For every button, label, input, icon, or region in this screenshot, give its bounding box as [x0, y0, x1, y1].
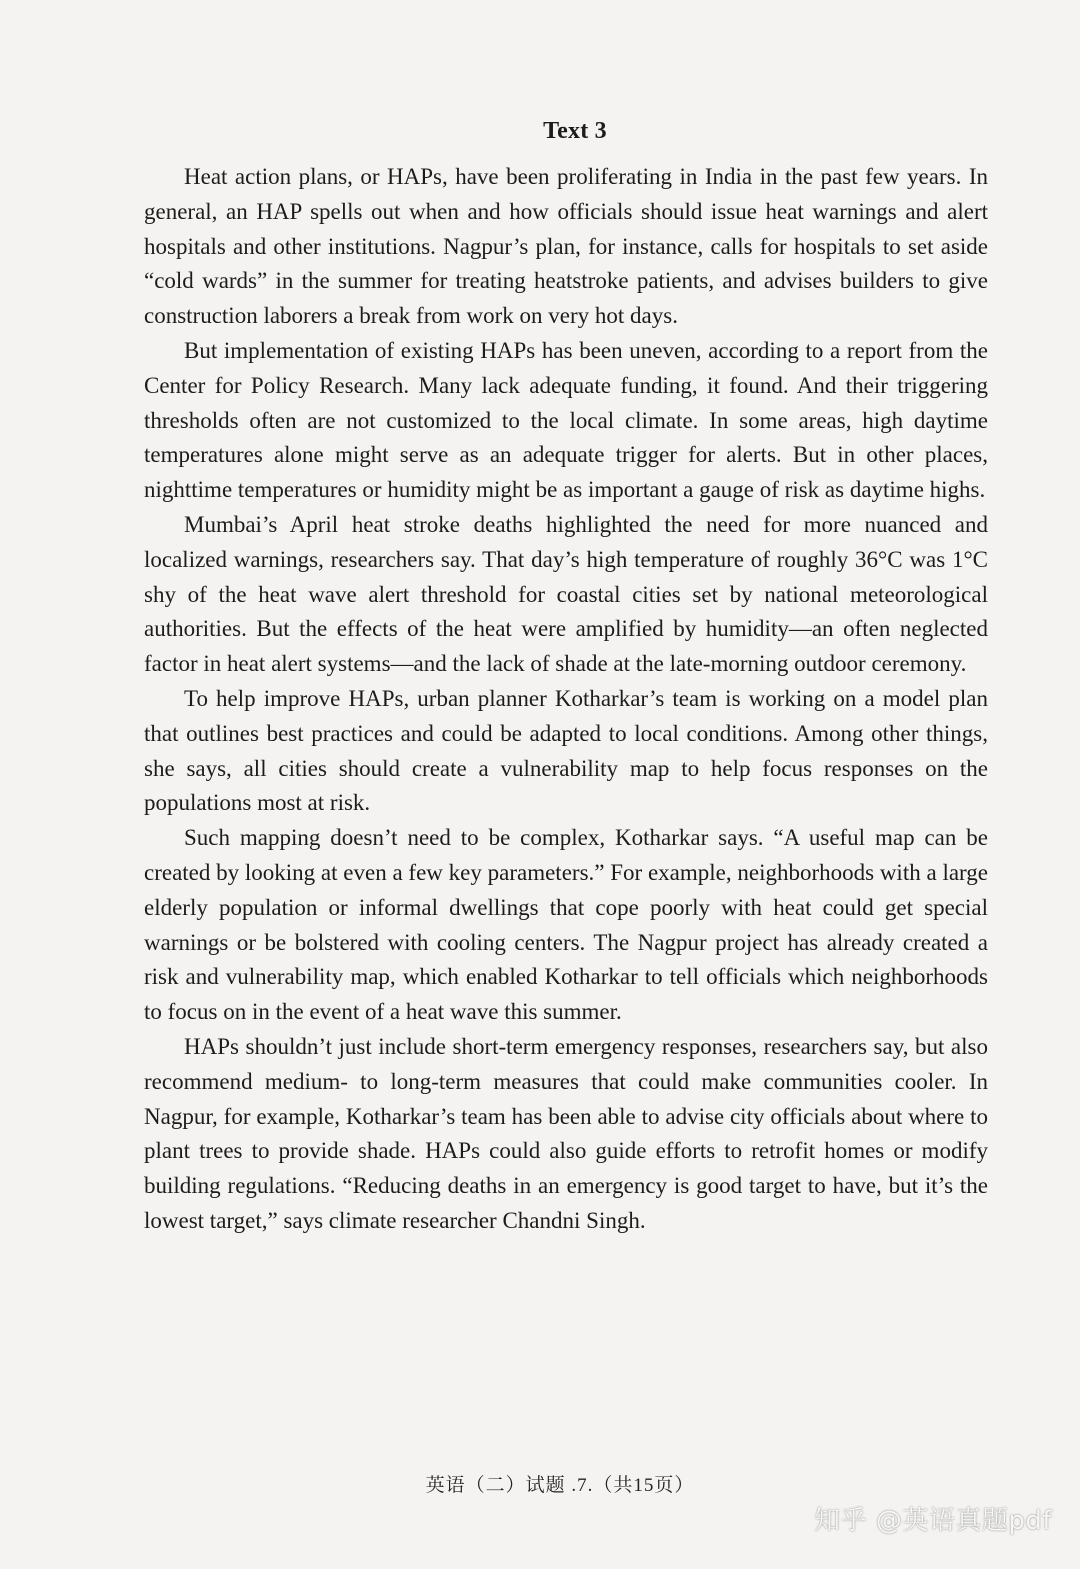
page-footer: 英语（二）试题 .7.（共15页） [425, 1475, 695, 1496]
zhihu-watermark: 知乎 @英语真题pdf [814, 1506, 1052, 1536]
paragraph-1: Heat action plans, or HAPs, have been proliferating in India in the past few years. In general, an HAP spells out when and how officials should issue heat warnings and alert hospitals and other institutions. Nagpur’s plan, for instance, calls for hospitals to set aside “cold wards” in the summer for treating heatstroke patients, and advises builders to give construction laborers a break from work on very hot days. [144, 164, 988, 329]
paragraph-5: Such mapping doesn’t need to be complex, Kotharkar says. “A useful map can be created by looking at even a few key parameters.” For example, neighborhoods with a large elderly population or informal dwellings that cope poorly with heat could get special warnings or be bolstered with cooling centers. The Nagpur project has already created a risk and vulnerability map, which enabled Kotharkar to tell officials which neighborhoods to focus on in the event of a heat wave this summer. [144, 825, 988, 1025]
passage-title: Text 3 [543, 118, 607, 144]
paragraph-6: HAPs shouldn’t just include short-term emergency responses, researchers say, but also recommend medium- to long-term measures that could make communities cooler. In Nagpur, for example, Kotharkar’s team has been able to advise city officials about where to plant trees to provide shade. HAPs could also guide efforts to retrofit homes or modify building regulations. “Reducing deaths in an emergency is good target to have, but it’s the lowest target,” says climate researcher Chandni Singh. [144, 1033, 988, 1233]
paragraph-2: But implementation of existing HAPs has been uneven, according to a report from the Center for Policy Research. Many lack adequate funding, it found. And their triggering thresholds often are not customized to the local climate. In some areas, high daytime temperatures alone might serve as an adequate trigger for alerts. But in other places, nighttime temperatures or humidity might be as important a gauge of risk as daytime highs. [144, 337, 988, 503]
passage-body [144, 160, 988, 1239]
paragraph-3: Mumbai’s April heat stroke deaths highlighted the need for more nuanced and localized warnings, researchers say. That day’s high temperature of roughly 36°C was 1°C shy of the heat wave alert threshold for coastal cities set by national meteorological authorities. But the effects of the heat were amplified by humidity—an often neglected factor in heat alert systems—and the lack of shade at the late-morning outdoor ceremony. [144, 511, 988, 677]
paragraph-4: To help improve HAPs, urban planner Kotharkar’s team is working on a model plan that outlines best practices and could be adapted to local conditions. Among other things, she says, all cities should create a vulnerability map to help focus responses on the populations most at risk. [144, 685, 988, 816]
